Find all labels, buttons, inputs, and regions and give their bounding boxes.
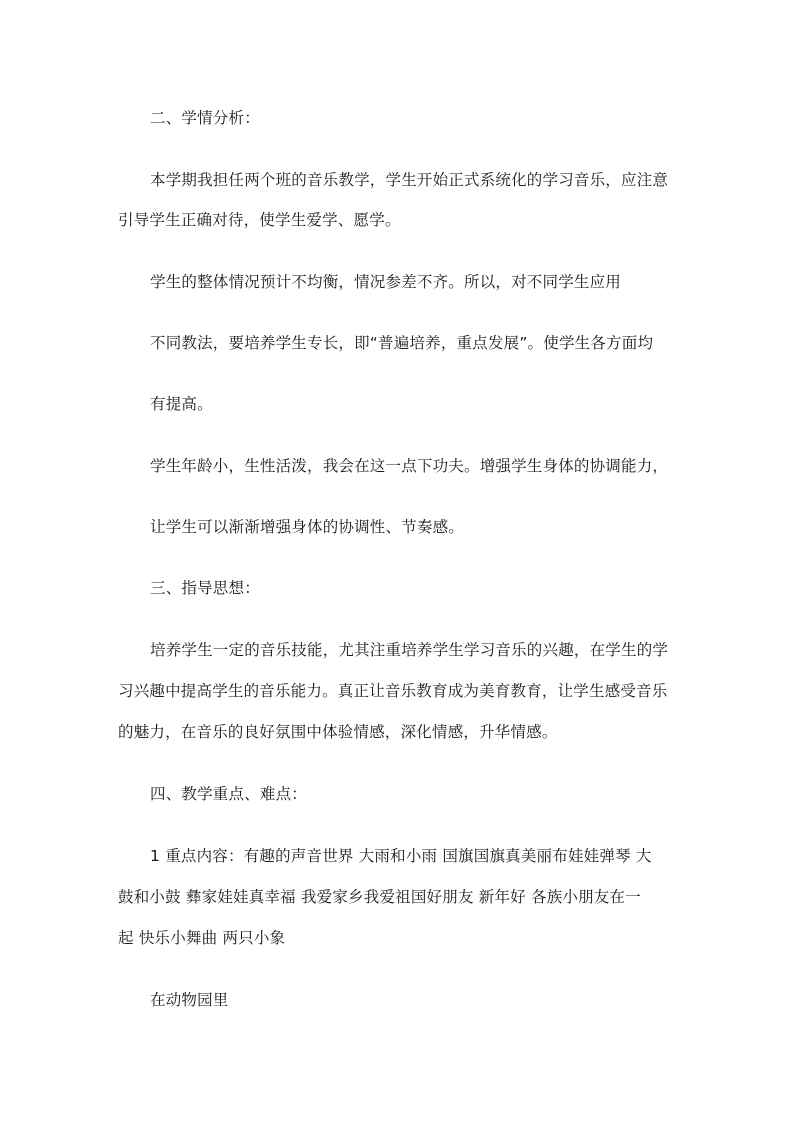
paragraph-line: 的魅力，在音乐的良好氛围中体验情感，深化情感，升华情感。 (118, 723, 558, 741)
paragraph-line: 培养学生一定的音乐技能，尤其注重培养学生学习音乐的兴趣，在学生的学 (150, 641, 669, 659)
section-heading-guiding-ideology: 三、指导思想： (150, 579, 260, 597)
paragraph-line: 本学期我担任两个班的音乐教学，学生开始正式系统化的学习音乐，应注意 (150, 171, 669, 189)
paragraph-line: 在动物园里 (150, 991, 229, 1009)
paragraph-line: 让学生可以渐渐增强身体的协调性、节奏感。 (150, 518, 465, 536)
paragraph-line: 不同教法，要培养学生专长，即“普遍培养，重点发展”。使学生各方面均 (150, 334, 654, 352)
paragraph-line: 学生的整体情况预计不均衡，情况参差不齐。所以，对不同学生应用 (150, 273, 622, 291)
section-heading-key-points: 四、教学重点、难点： (150, 785, 308, 803)
paragraph-line: 学生年龄小，生性活泼，我会在这一点下功夫。增强学生身体的协调能力， (150, 457, 669, 475)
paragraph-line: 1 重点内容：有趣的声音世界 大雨和小雨 国旗国旗真美丽布娃娃弹琴 大 (150, 847, 652, 865)
paragraph-line: 引导学生正确对待，使学生爱学、愿学。 (118, 211, 401, 229)
paragraph-line: 起 快乐小舞曲 两只小象 (118, 929, 286, 947)
paragraph-line: 有提高。 (150, 395, 213, 413)
paragraph-line: 习兴趣中提高学生的音乐能力。真正让音乐教育成为美育教育，让学生感受音乐 (118, 682, 668, 700)
section-heading-learning-analysis: 二、学情分析： (150, 109, 260, 127)
paragraph-line: 鼓和小鼓 彝家娃娃真幸福 我爱家乡我爱祖国好朋友 新年好 各族小朋友在一 (118, 888, 641, 906)
